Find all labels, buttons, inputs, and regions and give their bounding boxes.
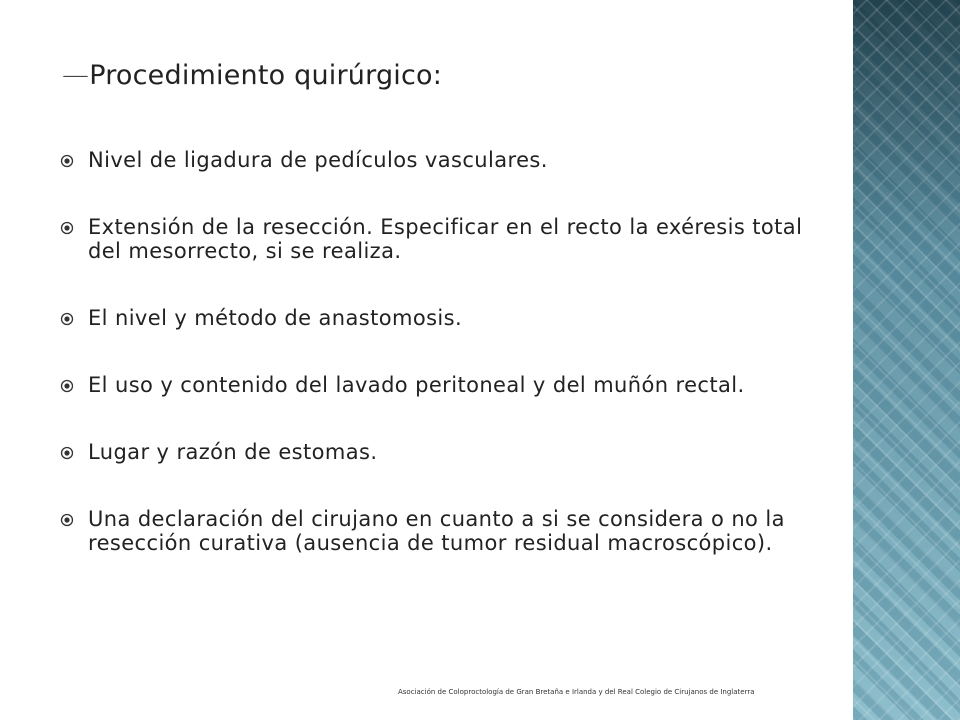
bullet-item (60, 306, 830, 330)
bullet-text: Una declaración del cirujano en cuanto a si se considera o no la resección curativa (ausencia de tumor residual macroscópico). (88, 507, 785, 555)
bullet-item (60, 148, 830, 172)
circled-bullet-icon (60, 513, 74, 527)
footer-citation: Asociación de Coloproctología de Gran Bretaña e Irlanda y del Real Colegio de Cirujanos de Inglaterra (398, 688, 755, 696)
bullet-text: Extensión de la resección. Especificar en el recto la exéresis total del mesorrecto, si se realiza. (88, 215, 803, 263)
circled-bullet-icon (60, 221, 74, 235)
bullet-text: El nivel y método de anastomosis. (88, 306, 463, 330)
bullet-text: Nivel de ligadura de pedículos vasculares. (88, 148, 548, 172)
bullet-item (60, 507, 830, 555)
circled-bullet-icon (60, 312, 74, 326)
bullet-text: El uso y contenido del lavado peritoneal y del muñón rectal. (88, 373, 745, 397)
circled-bullet-icon (60, 154, 74, 168)
bullet-item (60, 373, 830, 397)
circled-bullet-icon (60, 379, 74, 393)
title-text: Procedimiento quirúrgico: (89, 60, 443, 91)
circled-bullet-icon (60, 446, 74, 460)
decorative-side-panel (853, 0, 960, 720)
bullet-text: Lugar y razón de estomas. (88, 440, 378, 464)
bullet-item (60, 440, 830, 464)
slide-title (62, 60, 442, 91)
bullet-list (60, 148, 830, 555)
bullet-item (60, 215, 830, 263)
title-dash: — (62, 60, 90, 91)
